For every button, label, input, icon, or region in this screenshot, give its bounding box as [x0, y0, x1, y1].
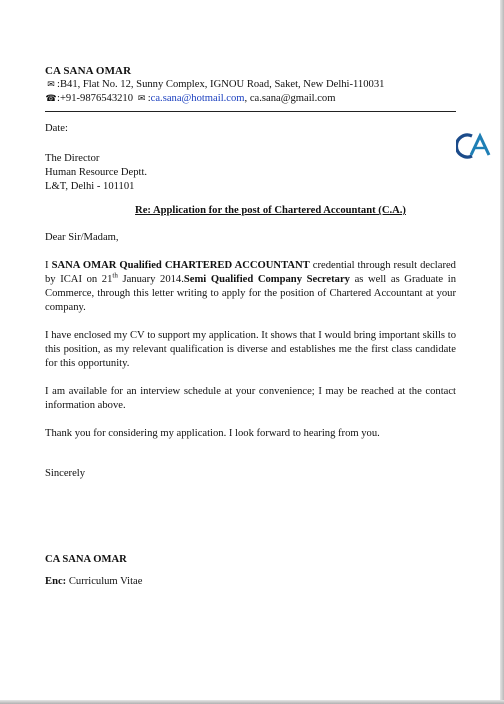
signature-name: CA SANA OMAR: [45, 554, 127, 565]
letter-body: [45, 64, 456, 589]
recipient-line-2: Human Resource Deptt.: [45, 167, 148, 178]
para1-text-1: I: [45, 260, 52, 271]
paragraph-2: I have enclosed my CV to support my application. It shows that I would bring important skills to this position, as my relevant qualification is diverse and establishes me the first class candidate for this opportunity.: [45, 330, 456, 369]
address-prefix: :: [57, 79, 60, 90]
ca-logo-icon: [456, 131, 494, 161]
closing: Sincerely: [45, 468, 86, 479]
email-separator: ,: [244, 93, 250, 104]
envelope-icon: ✉: [47, 80, 55, 90]
phone-prefix: :: [57, 93, 60, 104]
header-rule: [45, 111, 456, 112]
address-line: [45, 78, 456, 92]
page-edge-shadow-right: [500, 0, 504, 704]
para1-text-4: as well as Graduate in Commerce, through this letter writing to apply for the position of Chartered Accountant at your company.: [45, 274, 456, 313]
page-edge-shadow-bottom: [0, 700, 504, 704]
enclosure-value: Curriculum Vitae: [66, 576, 143, 587]
date-label: Date:: [45, 123, 68, 134]
para1-text-2: credential through result declared by ICAI on 21: [45, 260, 456, 285]
phone-icon: ☎: [45, 94, 57, 104]
greeting: Dear Sir/Madam,: [45, 232, 119, 243]
phone-number: +91-9876543210: [59, 93, 134, 104]
address-text: B41, Flat No. 12, Sunny Complex, IGNOU Road, Saket, New Delhi-110031: [59, 79, 385, 90]
recipient-line-1: The Director: [45, 153, 100, 164]
enclosure-line: [45, 575, 456, 589]
email-secondary: ca.sana@gmail.com: [249, 93, 336, 104]
recipient-line-3: L&T, Delhi - 101101: [45, 181, 135, 192]
para1-text-3: January 2014.: [117, 274, 184, 285]
paragraph-3: I am available for an interview schedule at your convenience; I may be reached at the contact information above.: [45, 386, 456, 411]
recipient-block: [45, 152, 456, 194]
email-prefix: :: [147, 93, 151, 104]
sender-name: CA SANA OMAR: [45, 65, 132, 77]
contact-line: [45, 92, 456, 106]
paragraph-1: [45, 259, 456, 315]
para1-superscript: th: [112, 271, 118, 280]
para1-bold-2: Semi Qualified Company Secretary: [183, 274, 350, 285]
para1-bold-1: SANA OMAR Qualified CHARTERED ACCOUNTANT: [51, 260, 310, 271]
subject-line: Re: Application for the post of Chartered Accountant (C.A.): [135, 205, 406, 216]
email-link-primary[interactable]: ca.sana@hotmail.com: [150, 93, 245, 104]
email-icon: ✉: [137, 94, 146, 104]
enclosure-label: Enc:: [45, 576, 67, 587]
paragraph-4: Thank you for considering my application. I look forward to hearing from you.: [45, 428, 380, 439]
